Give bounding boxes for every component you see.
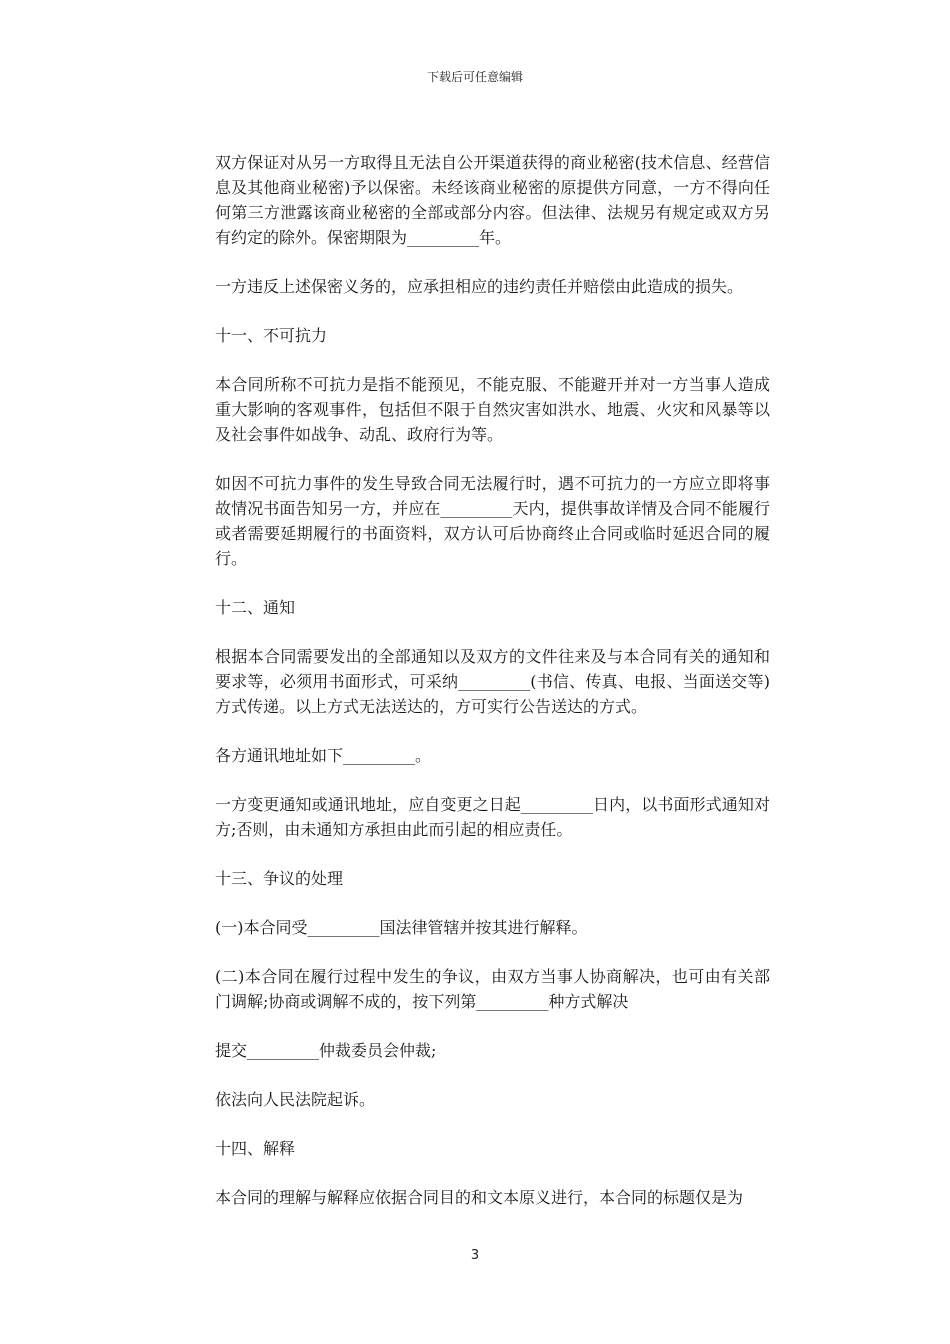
- paragraph-interpretation: 本合同的理解与解释应依据合同目的和文本原义进行，本合同的标题仅是为: [215, 1188, 744, 1207]
- document-body: [215, 150, 770, 1234]
- paragraph-governing-law: (一)本合同受_________国法律管辖并按其进行解释。: [215, 918, 588, 937]
- section-heading-interpretation: 十四、解释: [215, 1139, 296, 1158]
- section-heading-notice: 十二、通知: [215, 598, 296, 617]
- page-number: 3: [470, 1248, 480, 1263]
- paragraph-force-majeure-procedure: 如因不可抗力事件的发生导致合同无法履行时，遇不可抗力的一方应立即将事故情况书面告知另一方，并应在_________天内，提供事故详情及合同不能履行或者需要延期履行的书面资料，双方认可后协商终止合同或临时延迟合同的履行。: [215, 474, 770, 568]
- paragraph-dispute-resolution: (二)本合同在履行过程中发生的争议，由双方当事人协商解决，也可由有关部门调解;协商或调解不成的，按下列第_________种方式解决: [215, 967, 770, 1011]
- section-heading-dispute: 十三、争议的处理: [215, 869, 344, 888]
- paragraph-notice-address: 各方通讯地址如下_________。: [215, 746, 432, 765]
- paragraph-confidentiality-breach: 一方违反上述保密义务的，应承担相应的违约责任并赔偿由此造成的损失。: [215, 277, 744, 296]
- paragraph-confidentiality: 双方保证对从另一方取得且无法自公开渠道获得的商业秘密(技术信息、经营信息及其他商业秘密)予以保密。未经该商业秘密的原提供方同意，一方不得向任何第三方泄露该商业秘密的全部或部分内容。但法律、法规另有规定或双方另有约定的除外。保密期限为_________年。: [215, 153, 770, 247]
- paragraph-litigation-option: 依法向人民法院起诉。: [215, 1090, 376, 1109]
- paragraph-force-majeure-definition: 本合同所称不可抗力是指不能预见，不能克服、不能避开并对一方当事人造成重大影响的客观事件，包括但不限于自然灾害如洪水、地震、火灾和风暴等以及社会事件如战争、动乱、政府行为等。: [215, 375, 770, 444]
- section-heading-force-majeure: 十一、不可抗力: [215, 326, 328, 345]
- page-header: 下载后可任意编辑: [426, 70, 523, 84]
- paragraph-notice-change: 一方变更通知或通讯地址，应自变更之日起_________日内，以书面形式通知对方;否则，由未通知方承担由此而引起的相应责任。: [215, 795, 770, 839]
- paragraph-notice-method: 根据本合同需要发出的全部通知以及双方的文件往来及与本合同有关的通知和要求等，必须用书面形式，可采纳_________(书信、传真、电报、当面送交等)方式传递。以上方式无法送达的，方可实行公告送达的方式。: [215, 647, 770, 716]
- paragraph-arbitration-option: 提交_________仲裁委员会仲裁;: [215, 1041, 437, 1060]
